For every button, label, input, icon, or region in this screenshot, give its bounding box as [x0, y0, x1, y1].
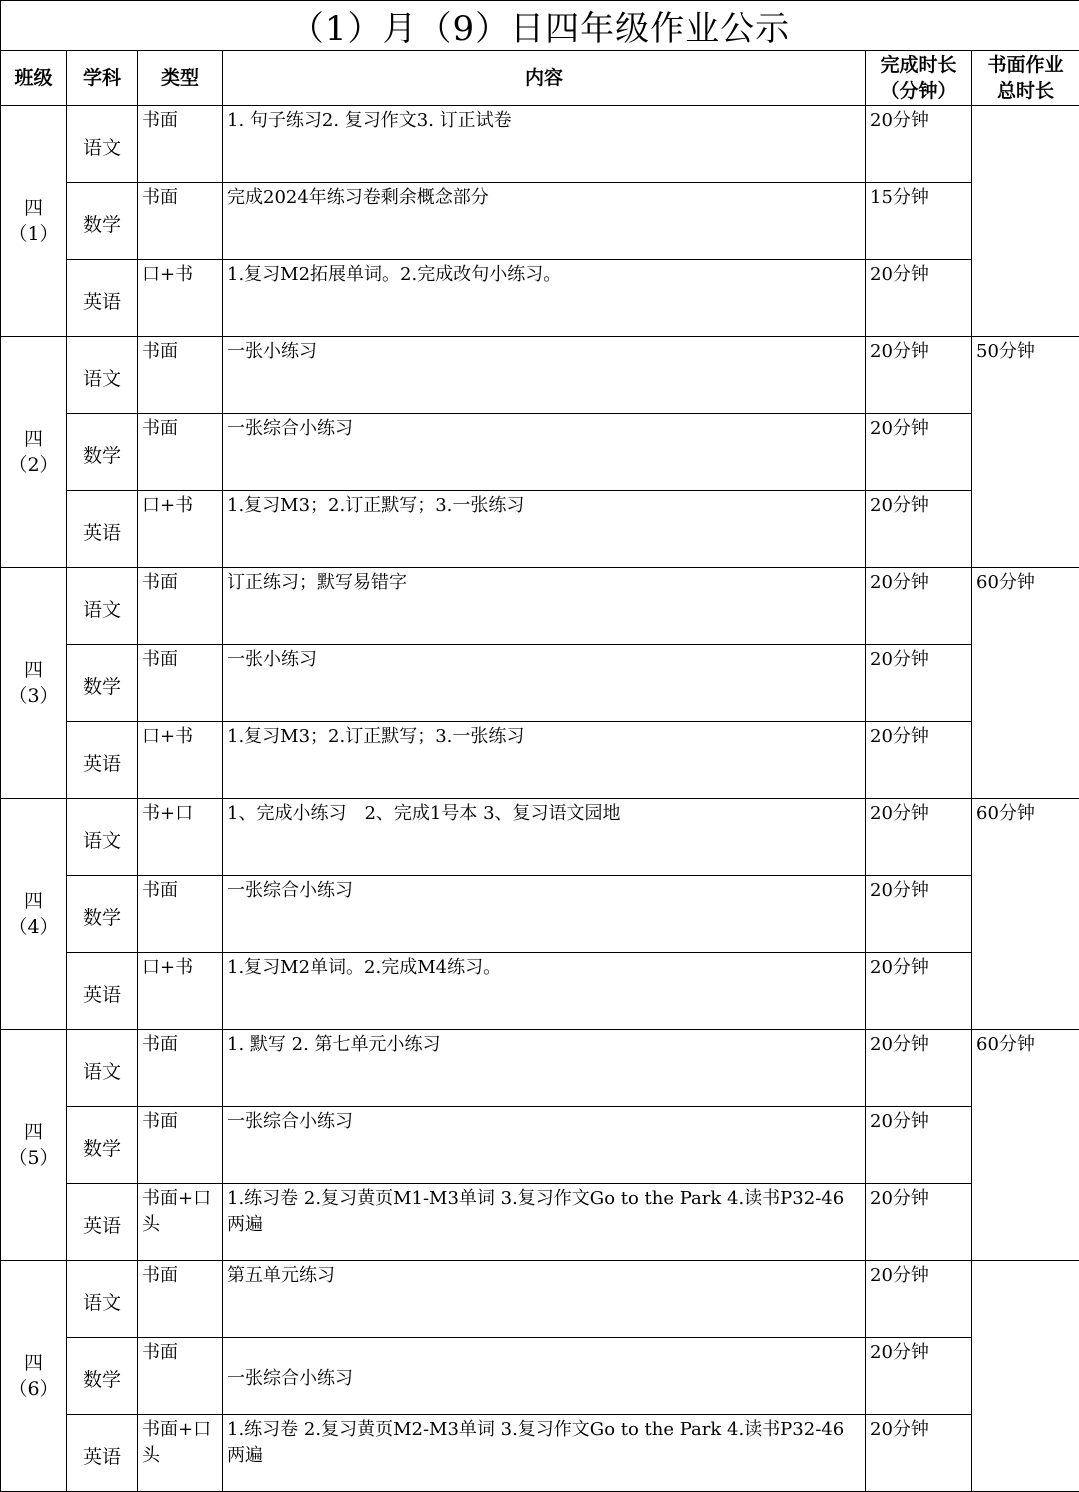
- type-cell: [138, 337, 223, 414]
- content-cell-text: 一张综合小练习: [227, 880, 353, 901]
- content-cell: [223, 876, 866, 953]
- type-cell: [138, 1030, 223, 1107]
- content-cell-text: 1.复习M2拓展单词。2.完成改句小练习。: [227, 264, 561, 285]
- class-number: （6）: [8, 1378, 58, 1400]
- class-grade: 四: [24, 428, 43, 450]
- class-cell: [1, 799, 67, 1030]
- duration-cell: [866, 1107, 972, 1184]
- class-grade: 四: [24, 1352, 43, 1374]
- type-cell: [138, 1261, 223, 1338]
- header-type: 类型: [138, 51, 223, 106]
- class-cell: [1, 568, 67, 799]
- subject-cell-text: 语文: [83, 599, 121, 621]
- subject-cell: [67, 183, 138, 260]
- table-row: [1, 1184, 1079, 1261]
- subject-cell-text: 数学: [83, 676, 121, 698]
- type-cell: [138, 1184, 223, 1261]
- content-cell: [223, 183, 866, 260]
- subject-cell-text: 语文: [83, 368, 121, 390]
- type-cell: [138, 1338, 223, 1415]
- class-grade: 四: [24, 890, 43, 912]
- table-row: [1, 722, 1079, 799]
- type-cell-text: 书面: [142, 418, 178, 439]
- class-cell: [1, 337, 67, 568]
- content-cell: [223, 337, 866, 414]
- table-row: [1, 1415, 1079, 1492]
- duration-cell-text: 20分钟: [870, 803, 929, 824]
- type-cell-text: 书面: [142, 1111, 178, 1132]
- content-cell-text: 一张综合小练习: [227, 1111, 353, 1132]
- table-row: [1, 1338, 1079, 1415]
- duration-cell-text: 15分钟: [870, 187, 929, 208]
- subject-cell-text: 语文: [83, 1061, 121, 1083]
- subject-cell-text: 英语: [83, 1446, 121, 1468]
- type-cell: [138, 106, 223, 183]
- table-row: [1, 568, 1079, 645]
- content-cell: [223, 722, 866, 799]
- type-cell-text: 口+书: [142, 495, 193, 516]
- duration-cell: [866, 414, 972, 491]
- type-cell-text: 书面+口头: [142, 1419, 211, 1466]
- type-cell-text: 口+书: [142, 264, 193, 285]
- content-cell-text: 订正练习；默写易错字: [227, 572, 407, 593]
- total-duration-text: 60分钟: [976, 1034, 1035, 1055]
- class-cell: [1, 106, 67, 337]
- subject-cell-text: 英语: [83, 753, 121, 775]
- duration-cell: [866, 491, 972, 568]
- duration-cell-text: 20分钟: [870, 264, 929, 285]
- duration-cell: [866, 876, 972, 953]
- duration-cell-text: 20分钟: [870, 649, 929, 670]
- table-row: [1, 183, 1079, 260]
- type-cell-text: 书面+口头: [142, 1188, 211, 1235]
- header-subject: 学科: [67, 51, 138, 106]
- subject-cell: [67, 568, 138, 645]
- duration-cell-text: 20分钟: [870, 1034, 929, 1055]
- table-row: [1, 645, 1079, 722]
- content-cell-text: 1.复习M3；2.订正默写；3.一张练习: [227, 726, 524, 747]
- header-duration: 完成时长 （分钟）: [866, 51, 972, 106]
- subject-cell-text: 数学: [83, 1369, 121, 1391]
- content-cell-text: 1.复习M3；2.订正默写；3.一张练习: [227, 495, 524, 516]
- type-cell: [138, 645, 223, 722]
- table-row: [1, 1030, 1079, 1107]
- subject-cell-text: 语文: [83, 137, 121, 159]
- subject-cell-text: 数学: [83, 214, 121, 236]
- header-total: 书面作业 总时长: [972, 51, 1079, 106]
- header-row: [1, 51, 1079, 106]
- content-cell-text: 一张小练习: [227, 341, 317, 362]
- content-cell: [223, 260, 866, 337]
- table-row: [1, 876, 1079, 953]
- type-cell: [138, 183, 223, 260]
- type-cell-text: 书面: [142, 1342, 178, 1363]
- content-cell-text: 1.练习卷 2.复习黄页M2-M3单词 3.复习作文Go to the Park 4.读书P32-46两遍: [227, 1419, 844, 1466]
- type-cell-text: 书面: [142, 1265, 178, 1286]
- subject-cell: [67, 491, 138, 568]
- type-cell-text: 书面: [142, 572, 178, 593]
- duration-cell-text: 20分钟: [870, 110, 929, 131]
- subject-cell: [67, 1415, 138, 1492]
- total-duration-cell: [972, 1030, 1079, 1261]
- duration-cell-text: 20分钟: [870, 880, 929, 901]
- duration-cell: [866, 953, 972, 1030]
- type-cell-text: 书面: [142, 341, 178, 362]
- type-cell: [138, 1415, 223, 1492]
- subject-cell: [67, 876, 138, 953]
- content-cell: [223, 106, 866, 183]
- subject-cell: [67, 1261, 138, 1338]
- content-cell: [223, 1338, 866, 1415]
- content-cell: [223, 491, 866, 568]
- class-cell: [1, 1261, 67, 1492]
- total-duration-cell: [972, 1261, 1079, 1492]
- content-cell: [223, 1107, 866, 1184]
- duration-cell-text: 20分钟: [870, 418, 929, 439]
- header-content: 内容: [223, 51, 866, 106]
- subject-cell: [67, 1107, 138, 1184]
- content-cell-text: 一张综合小练习: [227, 418, 353, 439]
- type-cell: [138, 722, 223, 799]
- content-cell-text: 一张小练习: [227, 649, 317, 670]
- duration-cell-text: 20分钟: [870, 341, 929, 362]
- table-row: [1, 414, 1079, 491]
- content-cell: [223, 1030, 866, 1107]
- type-cell: [138, 1107, 223, 1184]
- duration-cell: [866, 183, 972, 260]
- type-cell: [138, 799, 223, 876]
- total-duration-cell: [972, 799, 1079, 1030]
- subject-cell: [67, 1338, 138, 1415]
- subject-cell-text: 数学: [83, 907, 121, 929]
- duration-cell-text: 20分钟: [870, 1265, 929, 1286]
- total-duration-text: 60分钟: [976, 803, 1035, 824]
- subject-cell-text: 英语: [83, 522, 121, 544]
- content-cell-text: 1.练习卷 2.复习黄页M1-M3单词 3.复习作文Go to the Park 4.读书P32-46两遍: [227, 1188, 844, 1235]
- subject-cell-text: 数学: [83, 445, 121, 467]
- type-cell: [138, 491, 223, 568]
- content-cell-text: 1. 句子练习2. 复习作文3. 订正试卷: [227, 110, 512, 131]
- type-cell: [138, 260, 223, 337]
- total-duration-cell: [972, 106, 1079, 337]
- content-cell: [223, 799, 866, 876]
- duration-cell: [866, 1030, 972, 1107]
- content-cell: [223, 645, 866, 722]
- subject-cell-text: 英语: [83, 984, 121, 1006]
- subject-cell: [67, 106, 138, 183]
- duration-cell: [866, 1184, 972, 1261]
- content-cell: [223, 953, 866, 1030]
- type-cell: [138, 953, 223, 1030]
- subject-cell: [67, 260, 138, 337]
- subject-cell: [67, 799, 138, 876]
- duration-cell: [866, 106, 972, 183]
- table-row: [1, 491, 1079, 568]
- subject-cell-text: 数学: [83, 1138, 121, 1160]
- duration-cell: [866, 260, 972, 337]
- table-row: [1, 260, 1079, 337]
- table-row: [1, 337, 1079, 414]
- content-cell-text: 1.复习M2单词。2.完成M4练习。: [227, 957, 501, 978]
- content-cell-text: 1、完成小练习 2、完成1号本 3、复习语文园地: [227, 803, 621, 824]
- content-cell-text: 一张综合小练习: [227, 1366, 862, 1392]
- table-row: [1, 1261, 1079, 1338]
- class-number: （4）: [8, 916, 58, 938]
- duration-cell: [866, 337, 972, 414]
- class-number: （1）: [8, 223, 58, 245]
- type-cell-text: 口+书: [142, 726, 193, 747]
- duration-cell: [866, 645, 972, 722]
- duration-cell: [866, 1338, 972, 1415]
- content-cell-text: 1. 默写 2. 第七单元小练习: [227, 1034, 441, 1055]
- class-grade: 四: [24, 197, 43, 219]
- duration-cell-text: 20分钟: [870, 1342, 929, 1363]
- total-duration-text: 50分钟: [976, 341, 1035, 362]
- type-cell-text: 书面: [142, 187, 178, 208]
- subject-cell-text: 语文: [83, 1292, 121, 1314]
- table-row: [1, 799, 1079, 876]
- subject-cell: [67, 1030, 138, 1107]
- subject-cell-text: 英语: [83, 1215, 121, 1237]
- duration-cell: [866, 1261, 972, 1338]
- page-title: （1）月（9）日四年级作业公示: [1, 1, 1079, 51]
- subject-cell: [67, 1184, 138, 1261]
- duration-cell-text: 20分钟: [870, 572, 929, 593]
- class-number: （2）: [8, 454, 58, 476]
- duration-cell-text: 20分钟: [870, 1111, 929, 1132]
- total-duration-cell: [972, 568, 1079, 799]
- content-cell: [223, 1184, 866, 1261]
- content-cell-text: 第五单元练习: [227, 1265, 335, 1286]
- class-grade: 四: [24, 1121, 43, 1143]
- header-class: 班级: [1, 51, 67, 106]
- type-cell: [138, 414, 223, 491]
- table-row: [1, 1107, 1079, 1184]
- duration-cell-text: 20分钟: [870, 1419, 929, 1440]
- type-cell-text: 书面: [142, 649, 178, 670]
- subject-cell: [67, 953, 138, 1030]
- type-cell-text: 书面: [142, 110, 178, 131]
- type-cell-text: 口+书: [142, 957, 193, 978]
- total-duration-text: 60分钟: [976, 572, 1035, 593]
- class-cell: [1, 1030, 67, 1261]
- duration-cell-text: 20分钟: [870, 1188, 929, 1209]
- subject-cell-text: 英语: [83, 291, 121, 313]
- content-cell: [223, 568, 866, 645]
- type-cell: [138, 876, 223, 953]
- subject-cell: [67, 414, 138, 491]
- content-cell-text: 完成2024年练习卷剩余概念部分: [227, 187, 489, 208]
- class-number: （5）: [8, 1147, 58, 1169]
- class-grade: 四: [24, 659, 43, 681]
- duration-cell-text: 20分钟: [870, 957, 929, 978]
- type-cell-text: 书面: [142, 1034, 178, 1055]
- type-cell: [138, 568, 223, 645]
- subject-cell: [67, 337, 138, 414]
- duration-cell-text: 20分钟: [870, 726, 929, 747]
- duration-cell: [866, 1415, 972, 1492]
- table-row: [1, 953, 1079, 1030]
- duration-cell-text: 20分钟: [870, 495, 929, 516]
- duration-cell: [866, 799, 972, 876]
- duration-cell: [866, 722, 972, 799]
- class-number: （3）: [8, 685, 58, 707]
- table-row: [1, 106, 1079, 183]
- duration-cell: [866, 568, 972, 645]
- type-cell-text: 书面: [142, 880, 178, 901]
- subject-cell: [67, 645, 138, 722]
- type-cell-text: 书+口: [142, 803, 193, 824]
- total-duration-cell: [972, 337, 1079, 568]
- content-cell: [223, 1261, 866, 1338]
- content-cell: [223, 1415, 866, 1492]
- content-cell: [223, 414, 866, 491]
- subject-cell-text: 语文: [83, 830, 121, 852]
- subject-cell: [67, 722, 138, 799]
